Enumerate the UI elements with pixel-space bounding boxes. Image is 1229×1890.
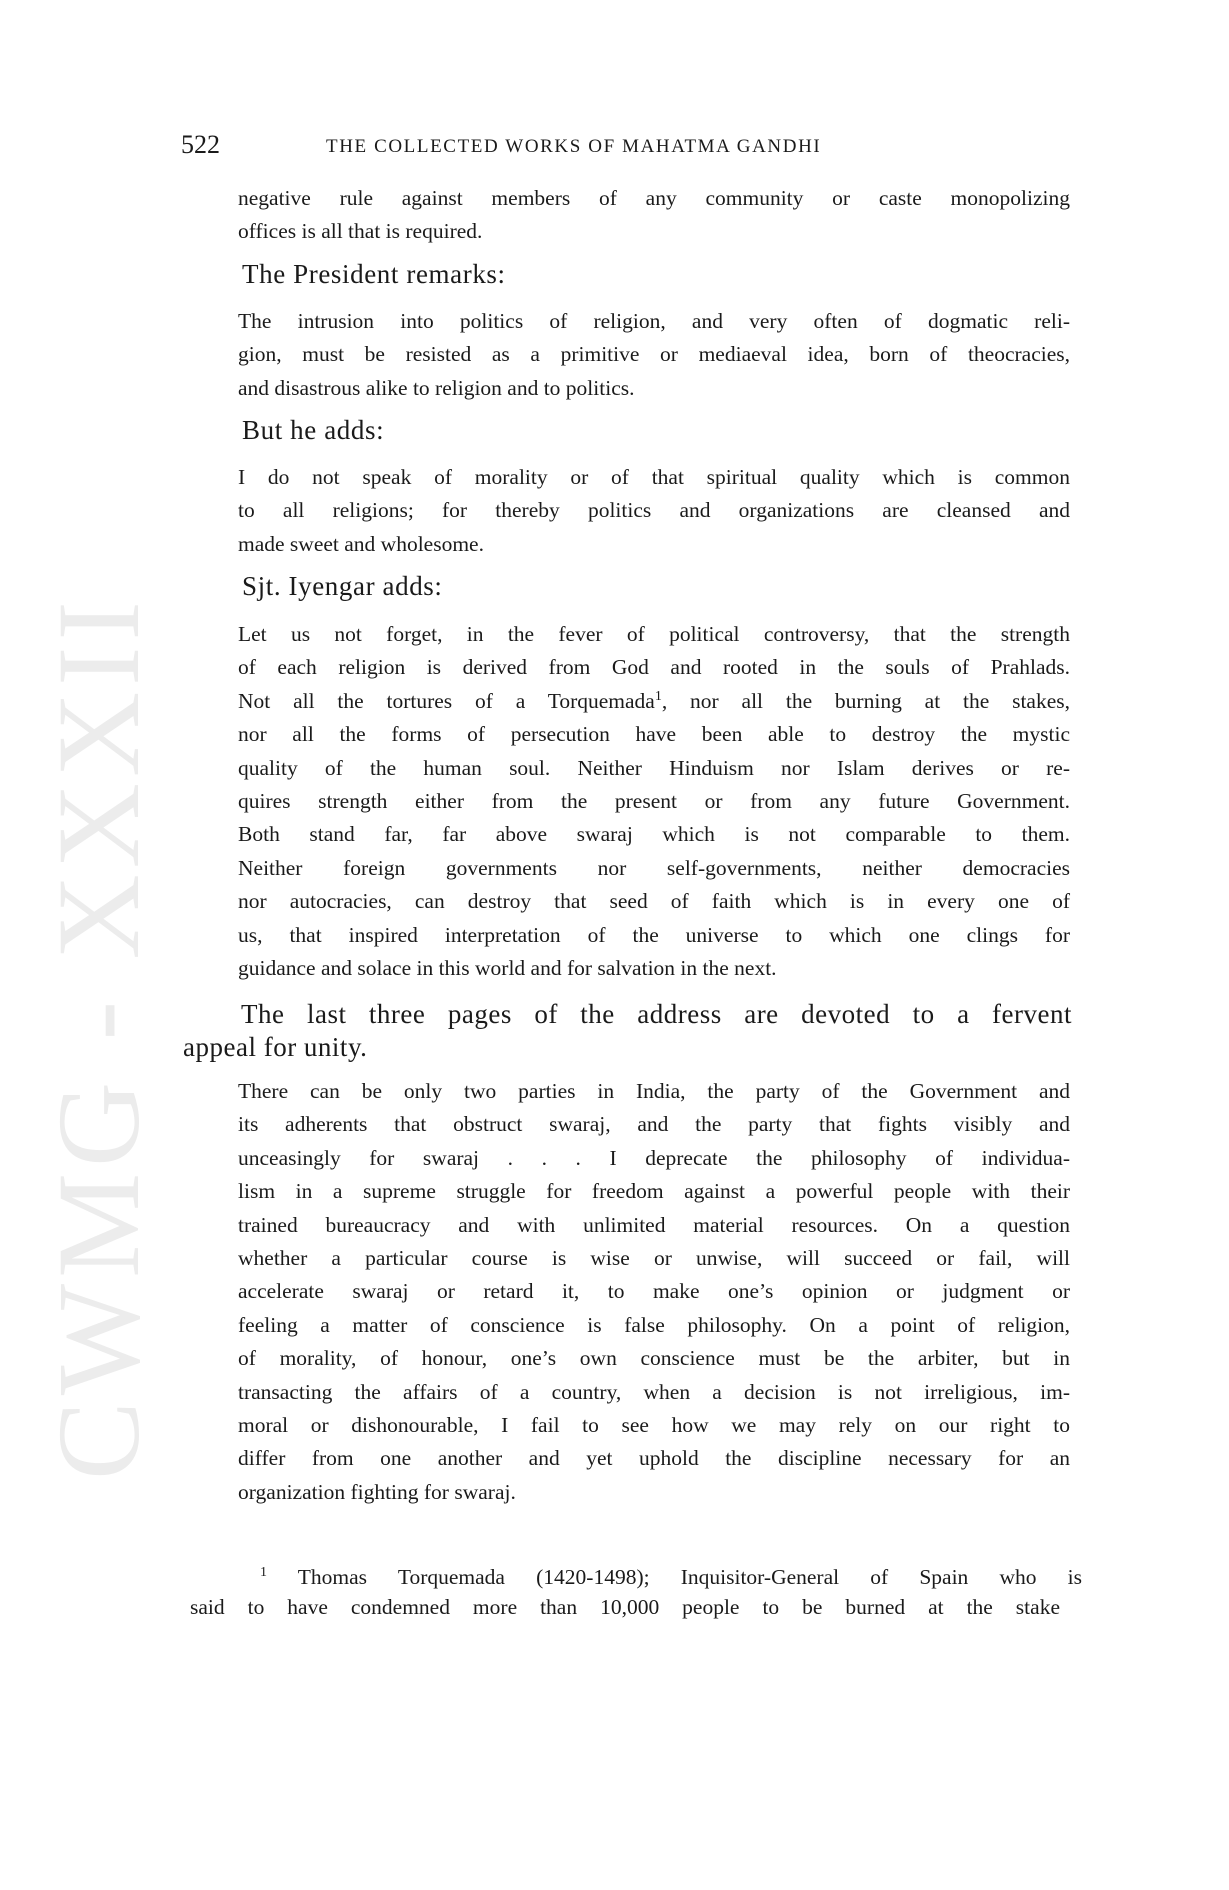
text-line: moral or dishonourable, I fail to see how we may rely on our right to [238, 1412, 1070, 1437]
text-line: Let us not forget, in the fever of political controversy, that the strength [238, 622, 1070, 646]
footnote-line: $^1$ Thomas Torquemada (1420-1498); Inquisitor-General of Spain who is [260, 1564, 1082, 1589]
text-line: organization fighting for swaraj. [238, 1479, 516, 1504]
text-line: unceasingly for swaraj . . . I deprecate the philosophy of individua- [238, 1145, 1070, 1170]
paragraph-1 [238, 182, 1070, 249]
text-line: quality of the human soul. Neither Hinduism nor Islam derives or re- [238, 755, 1070, 780]
running-title: THE COLLECTED WORKS OF MAHATMA GANDHI [326, 136, 822, 157]
page-number: 522 [181, 130, 220, 159]
heading-but-he-adds: But he adds: [242, 415, 385, 445]
text-line: trained bureaucracy and with unlimited material resources. On a question [238, 1212, 1070, 1237]
footnote [190, 1562, 1082, 1622]
text-line: accelerate swaraj or retard it, to make one’s opinion or judgment or [238, 1279, 1070, 1304]
text-line: Neither foreign governments nor self-governments, neither democracies [238, 855, 1070, 880]
quote-president [238, 305, 1070, 405]
text-line: feeling a matter of conscience is false philosophy. On a point of religion, [238, 1312, 1070, 1337]
heading-line: appeal for unity. [183, 1032, 368, 1062]
text-line: made sweet and wholesome. [238, 531, 484, 556]
text-line: nor all the forms of persecution have been able to destroy the mystic [238, 722, 1070, 747]
footnote-ref[interactable]: 1 [654, 688, 662, 704]
text-line: whether a particular course is wise or unwise, will succeed or fail, will [238, 1245, 1070, 1270]
heading-appeal-for-unity [183, 998, 1072, 1064]
heading-iyengar: Sjt. Iyengar adds: [242, 571, 443, 601]
text-line: Both stand far, far above swaraj which is not comparable to them. [238, 822, 1070, 847]
text-line: The intrusion into politics of religion, and very often of dogmatic reli- [238, 309, 1070, 333]
text-line: negative rule against members of any community or caste monopolizing [238, 186, 1070, 210]
text-line: transacting the affairs of a country, when a decision is not irreligious, im- [238, 1379, 1070, 1404]
text-line: Not all the tortures of a Torquemada$^1$, nor all the burning at the stakes, [238, 688, 1070, 713]
text-line: us, that inspired interpretation of the universe to which one clings for [238, 922, 1070, 947]
text-line: quires strength either from the present or from any future Government. [238, 788, 1070, 813]
text-line: offices is all that is required. [238, 219, 483, 244]
text-line: There can be only two parties in India, the party of the Government and [238, 1079, 1070, 1103]
text-line: of morality, of honour, one’s own conscience must be the arbiter, but in [238, 1346, 1070, 1371]
watermark: CWMG - XXXII [33, 595, 164, 1480]
heading-line: The last three pages of the address are devoted to a fervent [241, 999, 1072, 1029]
text-line: guidance and solace in this world and for salvation in the next. [238, 955, 777, 980]
text-line: to all religions; for thereby politics and organizations are cleansed and [238, 498, 1070, 523]
text-line: of each religion is derived from God and rooted in the souls of Prahlads. [238, 655, 1070, 680]
heading-president: The President remarks: [242, 259, 506, 289]
text-line: lism in a supreme struggle for freedom against a powerful people with their [238, 1179, 1070, 1204]
footnote-marker: 1 [260, 1564, 267, 1580]
text-line: nor autocracies, can destroy that seed of faith which is in every one of [238, 889, 1070, 914]
text-line: differ from one another and yet uphold the discipline necessary for an [238, 1446, 1070, 1471]
footnote-line: said to have condemned more than 10,000 people to be burned at the stake [190, 1595, 1060, 1619]
text-line: I do not speak of morality or of that spiritual quality which is common [238, 465, 1070, 489]
text-line: and disastrous alike to religion and to politics. [238, 375, 635, 400]
quote-unity [238, 1075, 1070, 1509]
quote-iyengar [238, 618, 1070, 985]
quote-morality [238, 461, 1070, 561]
text-line: its adherents that obstruct swaraj, and the party that fights visibly and [238, 1112, 1070, 1137]
text-line: gion, must be resisted as a primitive or mediaeval idea, born of theocracies, [238, 342, 1070, 367]
